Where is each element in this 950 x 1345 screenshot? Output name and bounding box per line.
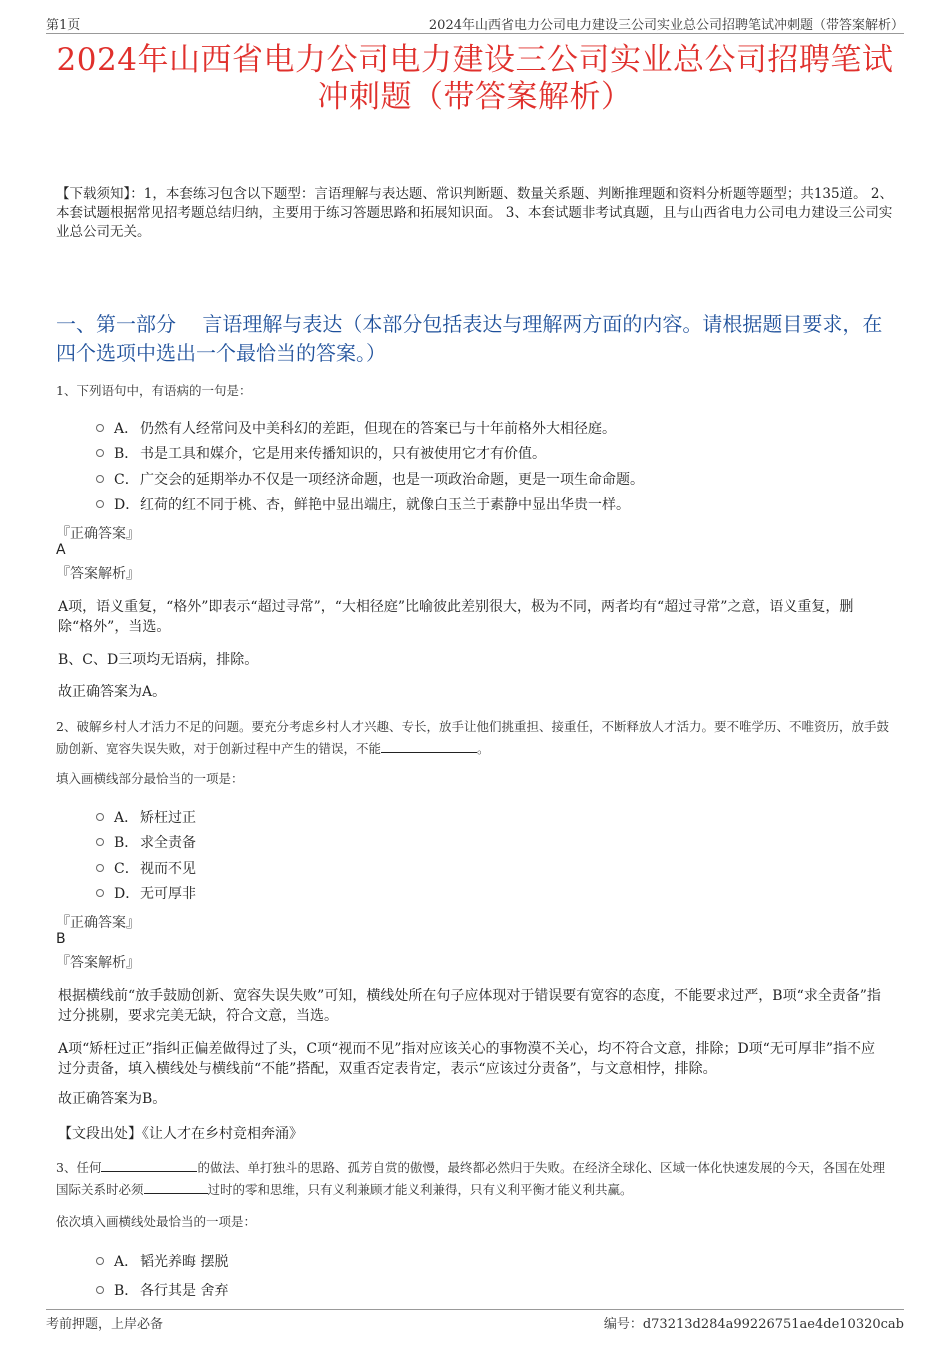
option-b[interactable]: B． 书是工具和媒介，它是用来传播知识的，只有被使用它才有价值。 [96, 441, 644, 467]
header-divider [46, 33, 904, 34]
radio-icon[interactable] [96, 475, 104, 483]
option-a[interactable]: A． 韬光养晦 摆脱 [96, 1244, 228, 1278]
radio-icon[interactable] [96, 813, 104, 821]
question-3-prompt: 依次填入画横线处最恰当的一项是： [56, 1214, 257, 1229]
running-header: 2024年山西省电力公司电力建设三公司实业总公司招聘笔试冲刺题（带答案解析） [428, 18, 904, 33]
question-2-prompt: 填入画横线部分最恰当的一项是： [56, 771, 244, 786]
footer-slogan: 考前押题，上岸必备 [46, 1317, 164, 1332]
option-d[interactable]: D． 无可厚非 [96, 881, 196, 907]
answer-blank [101, 1159, 197, 1172]
correct-answer: B [56, 931, 66, 947]
analysis-paragraph: 故正确答案为A。 [58, 684, 167, 700]
answer-blank [144, 1181, 208, 1194]
question-2-options [96, 804, 196, 906]
correct-answer-label: 『正确答案』 [56, 915, 140, 931]
document-title: 2024年山西省电力公司电力建设三公司实业总公司招聘笔试冲刺题（带答案解析） [56, 42, 894, 115]
question-1-stem: 1、下列语句中，有语病的一句是： [56, 383, 252, 398]
radio-icon[interactable] [96, 864, 104, 872]
analysis-label: 『答案解析』 [56, 566, 140, 582]
option-a[interactable]: A． 矫枉过正 [96, 804, 196, 830]
radio-icon[interactable] [96, 1286, 104, 1294]
analysis-paragraph: A项，语义重复，“格外”即表示“超过寻常”，“大相径庭”比喻彼此差别很大，极为不同，两者均有“超过寻常”之意，语义重复，删除“格外”，当选。 [58, 599, 854, 635]
question-1-options [96, 415, 644, 517]
download-notice: 【下载须知】：1，本套练习包含以下题型：言语理解与表达题、常识判断题、数量关系题、判断推理题和资料分析题等题型；共135道。 2、本套试题根据常见招考题总结归纳，主要用于练习答题思路和拓展知识面。 3、本套试题非考试真题，且与山西省电力公司电力建设三公司实业总公司无关。 [56, 186, 893, 240]
question-3-options [96, 1244, 228, 1302]
analysis-paragraph: A项“矫枉过正”指纠正偏差做得过了头，C项“视而不见”指对应该关心的事物漠不关心，均不符合文意，排除；D项“无可厚非”指不应过分责备，填入横线处与横线前“不能”搭配，双重否定表肯定，表示“应该过分责备”，与文意相悖，排除。 [58, 1041, 875, 1077]
analysis-paragraph: B、C、D三项均无语病，排除。 [58, 652, 259, 668]
radio-icon[interactable] [96, 500, 104, 508]
radio-icon[interactable] [96, 1257, 104, 1265]
analysis-label: 『答案解析』 [56, 955, 140, 971]
option-b[interactable]: B． 各行其是 舍弃 [96, 1278, 228, 1302]
footer-divider [46, 1309, 904, 1310]
analysis-paragraph: 根据横线前“放手鼓励创新、宽容失误失败”可知，横线处所在句子应体现对于错误要有宽容的态度，不能要求过严，B项“求全责备”指过分挑剔，要求完美无缺，符合文意，当选。 [58, 988, 881, 1024]
analysis-paragraph: 故正确答案为B。 [58, 1091, 167, 1107]
section-title: 一、第一部分 言语理解与表达（本部分包括表达与理解两方面的内容。请根据题目要求，在四个选项中选出一个最恰当的答案。） [56, 312, 883, 365]
radio-icon[interactable] [96, 424, 104, 432]
question-3-stem: 3、任何 的做法、单打独斗的思路、孤芳自赏的傲慢，最终都必然归于失败。在经济全球化、区域一体化快速发展的今天，各国在处理国际关系时必须 过时的零和思维，只有义利兼顾才能义利兼得，只有义利平衡才能义利共赢。 [56, 1160, 885, 1197]
document-id: 编号：d73213d284a99226751ae4de10320cab [603, 1317, 904, 1332]
radio-icon[interactable] [96, 889, 104, 897]
source-citation: 【文段出处】《让人才在乡村竞相奔涌》 [58, 1126, 303, 1142]
page-number: 第1页 [46, 18, 81, 33]
option-c[interactable]: C． 广交会的延期举办不仅是一项经济命题，也是一项政治命题，更是一项生命命题。 [96, 466, 644, 492]
answer-blank [381, 740, 477, 753]
correct-answer-label: 『正确答案』 [56, 526, 140, 542]
correct-answer: A [56, 542, 66, 558]
option-a[interactable]: A． 仍然有人经常问及中美科幻的差距，但现在的答案已与十年前格外大相径庭。 [96, 415, 644, 441]
option-c[interactable]: C． 视而不见 [96, 855, 196, 881]
radio-icon[interactable] [96, 838, 104, 846]
radio-icon[interactable] [96, 449, 104, 457]
option-d[interactable]: D． 红荷的红不同于桃、杏，鲜艳中显出端庄，就像白玉兰于素静中显出华贵一样。 [96, 492, 644, 518]
option-b[interactable]: B． 求全责备 [96, 830, 196, 856]
question-2-stem: 2、破解乡村人才活力不足的问题。要充分考虑乡村人才兴趣、专长，放手让他们挑重担、接重任，不断释放人才活力。要不唯学历、不唯资历，放手鼓励创新、宽容失误失败，对于创新过程中产生的错误，不能 。 [56, 719, 889, 756]
